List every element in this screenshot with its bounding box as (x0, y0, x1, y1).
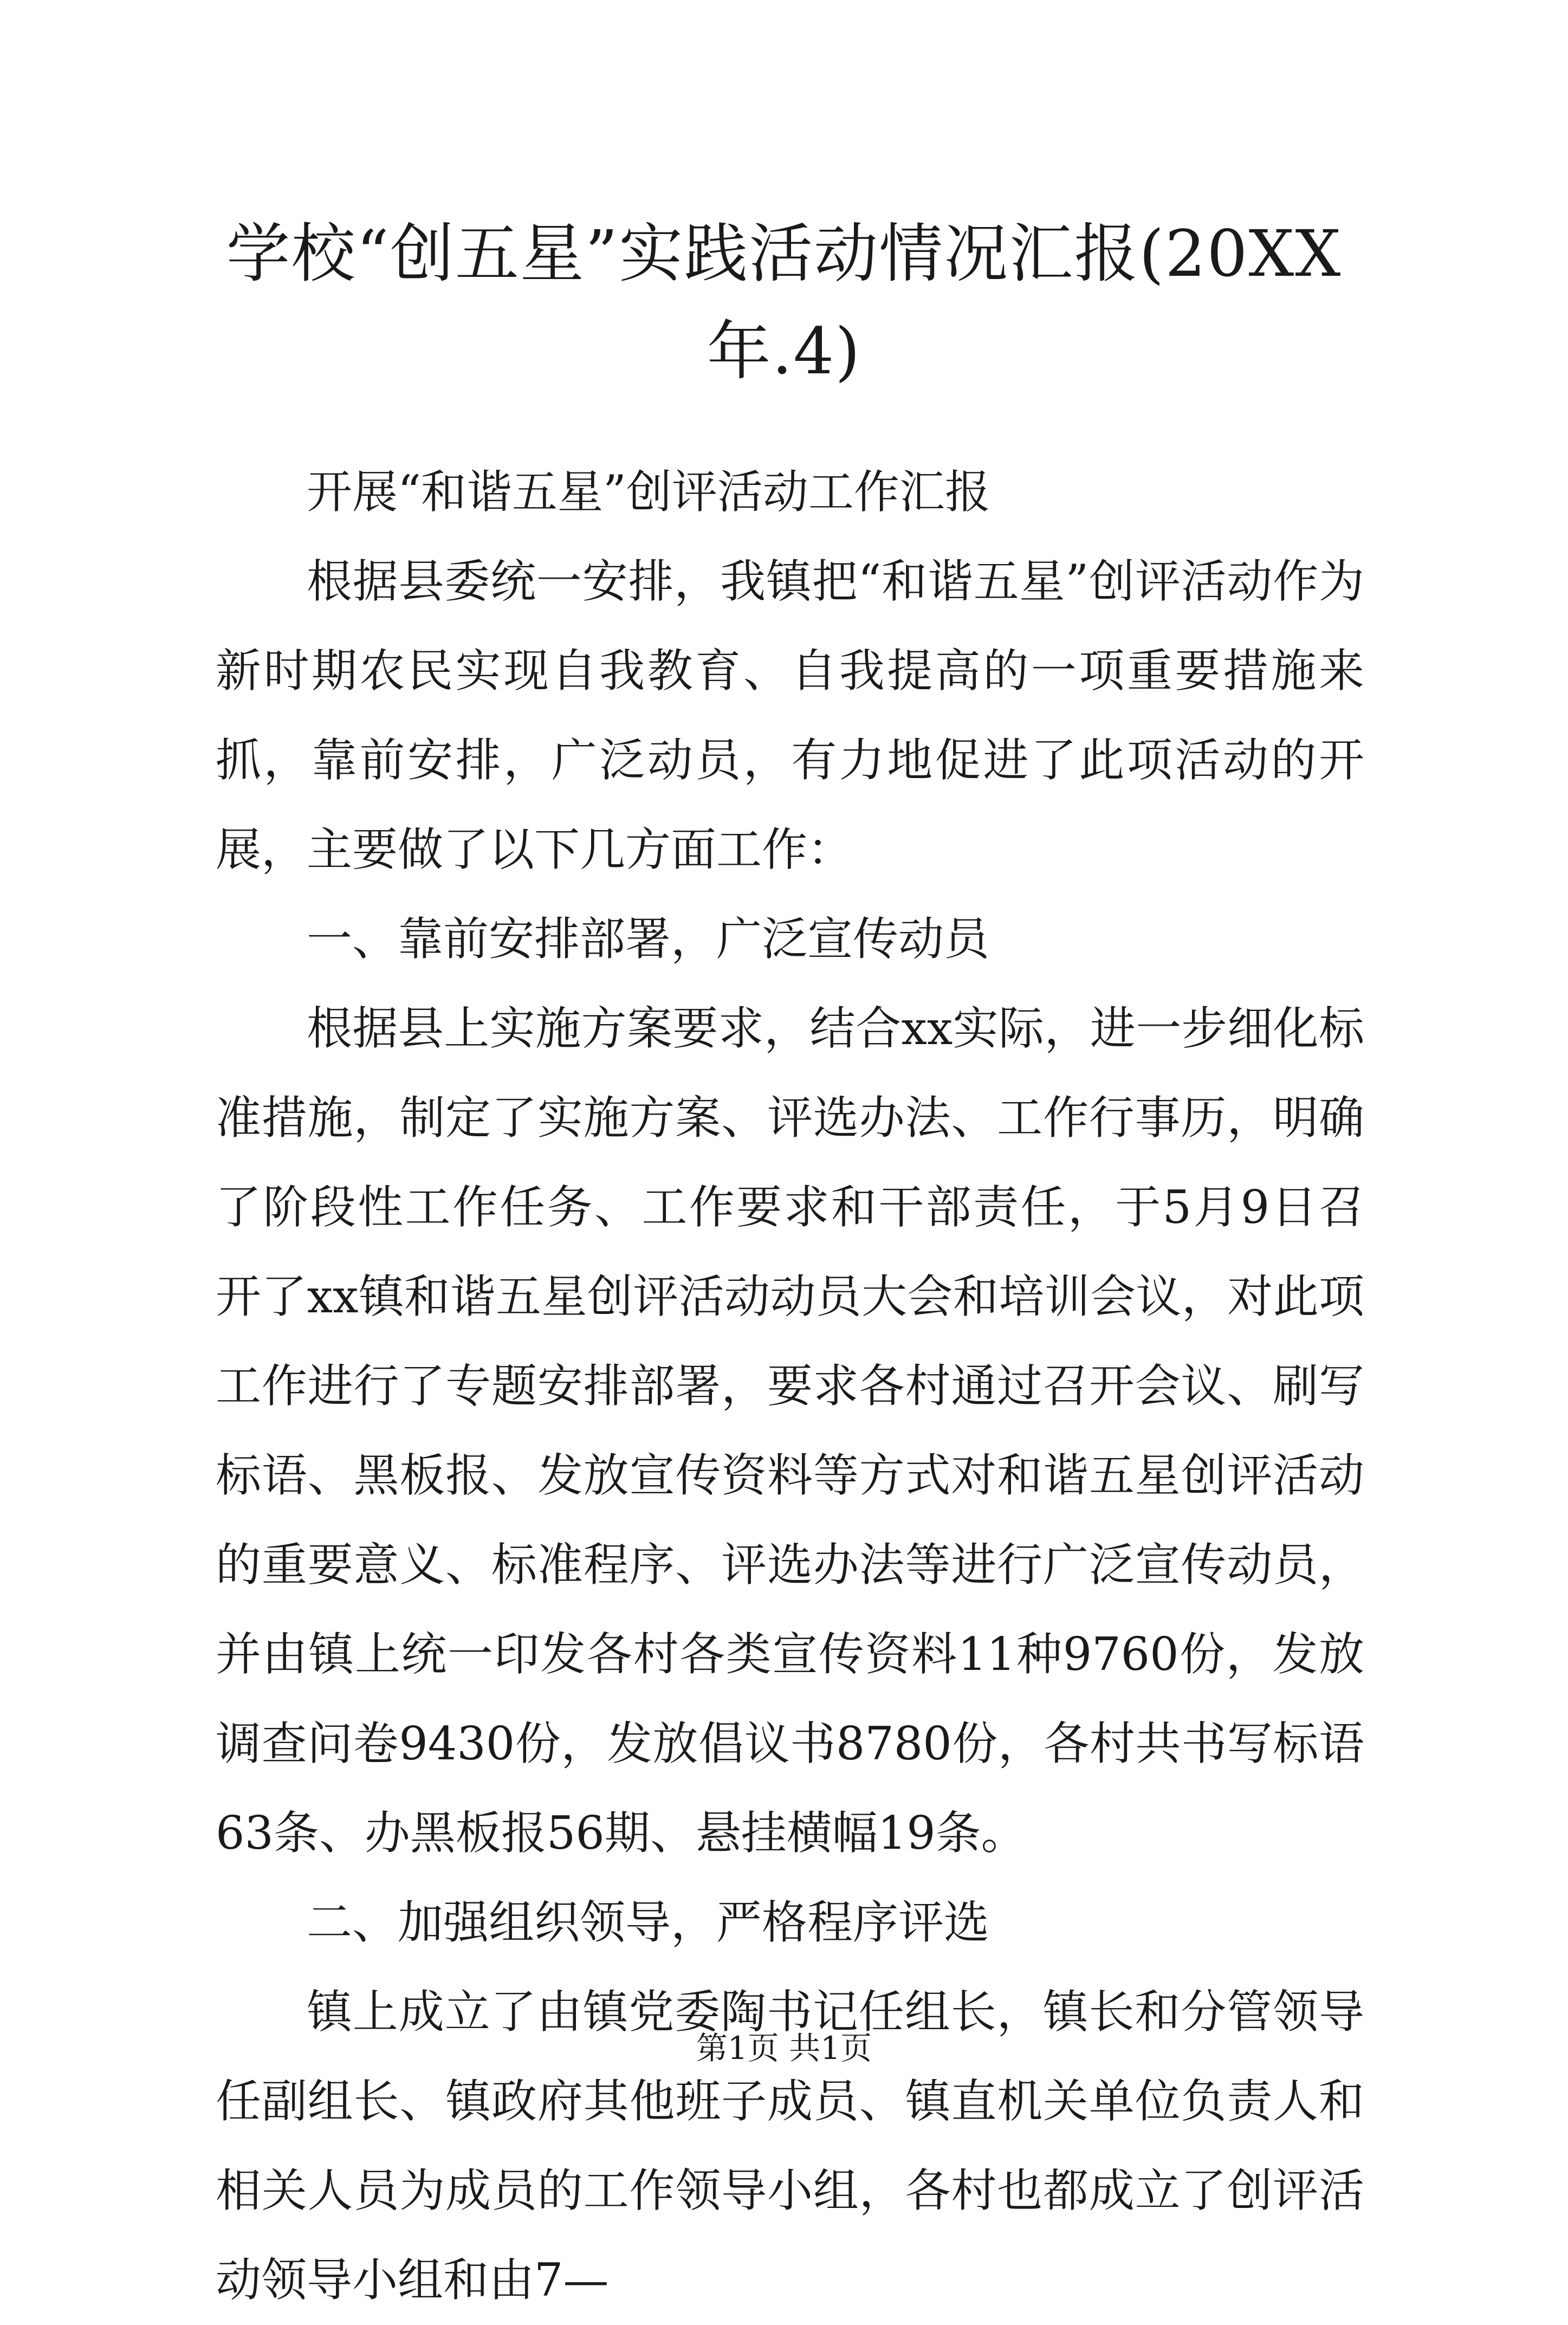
section-heading-2: 二、加强组织领导，严格程序评选 (307, 1896, 990, 1949)
document-title: 学校“创五星”实践活动情况汇报(20XX年.4) (226, 216, 1342, 388)
page-footer: 第1页 共1页 (696, 2030, 872, 2067)
paragraph-intro: 根据县委统一安排，我镇把“和谐五星”创评活动作为新时期农民实现自我教育、自我提高的一项重要措施来抓，靠前安排，广泛动员，有力地促进了此项活动的开展，主要做了以下几方面工作： (216, 555, 1364, 876)
paragraph-section-2: 镇上成立了由镇党委陶书记任组长，镇长和分管领导任副组长、镇政府其他班子成员、镇直机关单位负责人和相关人员为成员的工作领导小组，各村也都成立了创评活动领导小组和由7— (216, 1985, 1364, 2307)
section-heading-1: 一、靠前安排部署，广泛宣传动员 (307, 912, 990, 966)
paragraph-subtitle: 开展“和谐五星”创评活动工作汇报 (307, 465, 990, 519)
paragraph-section-1: 根据县上实施方案要求，结合xx实际，进一步细化标准措施，制定了实施方案、评选办法、工作行事历，明确了阶段性工作任务、工作要求和干部责任，于5月9日召开了xx镇和谐五星创评活动动员大会和培训会议，对此项工作进行了专题安排部署，要求各村通过召开会议、刷写标语、黑板报、发放宣传资料等方式对和谐五星创评活动的重要意义、标准程序、评选办法等进行广泛宣传动员，并由镇上统一印发各村各类宣传资料11种9760份，发放调查问卷9430份，发放倡议书8780份，各村共书写标语63条、办黑板报56期、悬挂横幅19条。 (216, 1002, 1364, 1860)
